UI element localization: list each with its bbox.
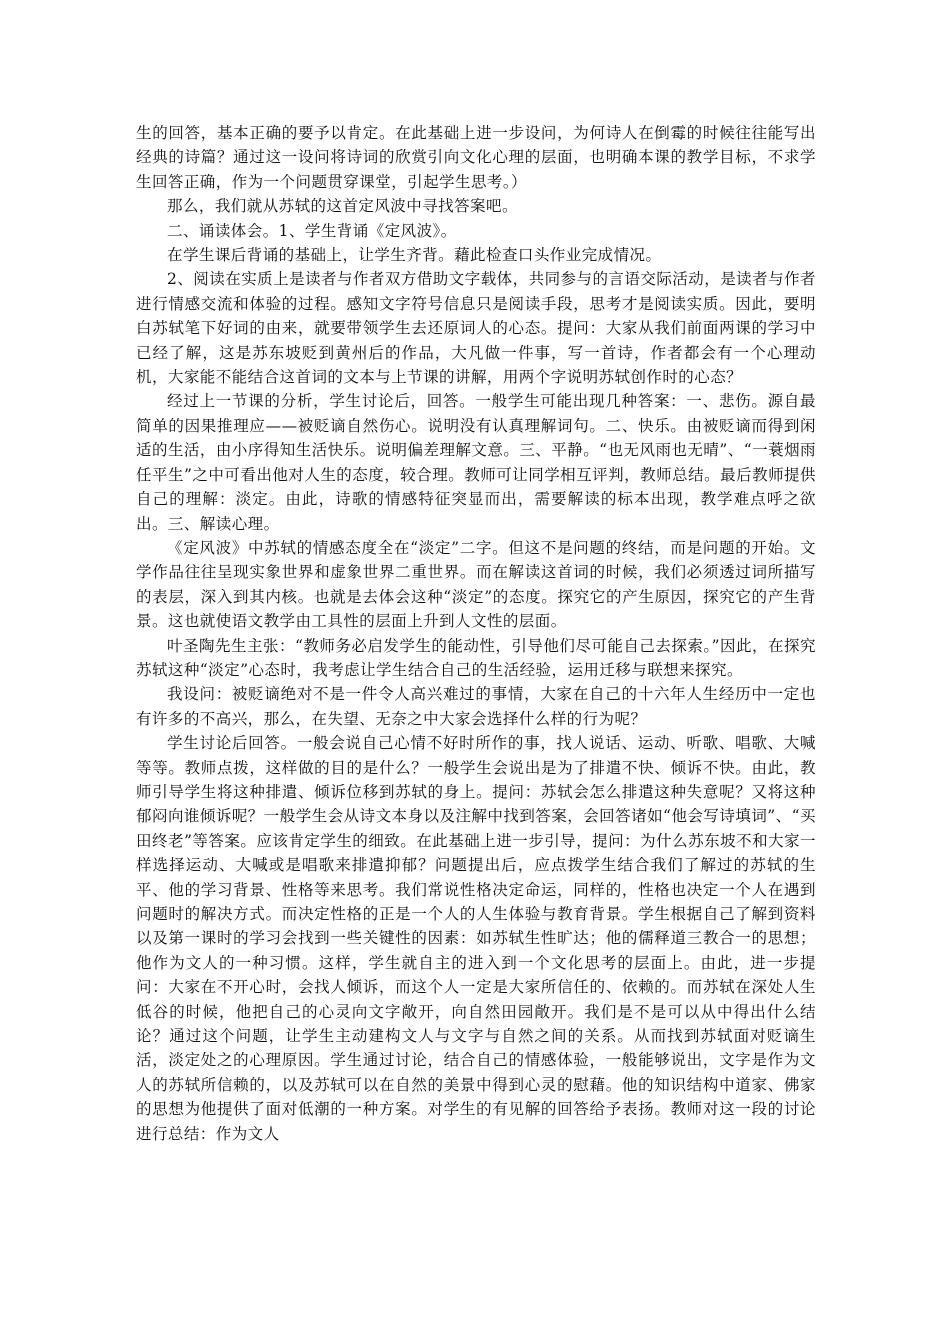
document-body bbox=[136, 121, 816, 1146]
paragraph-6: 经过上一节课的分析，学生讨论后，回答。一般学生可能出现几种答案：一、悲伤。源自最简单的因果推理应——被贬谪自然伤心。说明没有认真理解词句。二、快乐。由被贬谪而得到闲适的生活，由小序得知生活快乐。说明偏差理解文意。三、平静。“也无风雨也无晴”、“一蓑烟雨任平生”之中可看出他对人生的态度，较合理。教师可让同学相互评判，教师总结。最后教师提供自己的理解：淡定。由此，诗歌的情感特征突显而出，需要解读的标本出现，教学难点呼之欲出。三、解读心理。 bbox=[136, 392, 816, 533]
paragraph-4: 在学生课后背诵的基础上，让学生齐背。藉此检查口头作业完成情况。 bbox=[167, 246, 662, 265]
paragraph-1: 生的回答，基本正确的要予以肯定。在此基础上进一步设问，为何诗人在倒霉的时候往往能写出经典的诗篇？通过这一设问将诗词的欣赏引向文化心理的层面，也明确本课的教学目标，不求学生回答正确，作为一个问题贯穿课堂，引起学生思考。） bbox=[136, 124, 816, 191]
paragraph-3: 二、诵读体会。1、学生背诵《定风波》。 bbox=[167, 221, 457, 240]
paragraph-2: 那么，我们就从苏轼的这首定风波中寻找答案吧。 bbox=[167, 197, 518, 216]
paragraph-10: 学生讨论后回答。一般会说自己心情不好时所作的事，找人说话、运动、听歌、唱歌、大喊等等。教师点拨，这样做的目的是什么？一般学生会说出是为了排遣不快、倾诉不快。由此，教师引导学生将这种排遣、倾诉位移到苏轼的身上。提问：苏轼会怎么排遣这种失意呢？又将这种郁闷向谁倾诉呢？一般学生会从诗文本身以及注解中找到答案，会回答诸如“他会写诗填词”、“买田终老”等答案。应该肯定学生的细致。在此基础上进一步引导，提问：为什么苏东坡不和大家一样选择运动、大喊或是唱歌来排遣抑郁？问题提出后，应点拨学生结合我们了解过的苏轼的生平、他的学习背景、性格等来思考。我们常说性格决定命运，同样的，性格也决定一个人在遇到问题时的解决方式。而决定性格的正是一个人的人生体验与教育背景。学生根据自己了解到资料以及第一课时的学习会找到一些关键性的因素：如苏轼生性旷达；他的儒释道三教合一的思想；他作为文人的一种习惯。这样，学生就自主的进入到一个文化思考的层面上。由此，进一步提问：大家在不开心时，会找人倾诉，而这个人一定是大家所信任的、依赖的。而苏轼在深处人生低谷的时候，他把自己的心灵向文字敞开，向自然田园敞开。我们是不是可以从中得出什么结论？通过这个问题，让学生主动建构文人与文字与自然之间的关系。从而找到苏轼面对贬谪生活，淡定处之的心理原因。学生通过讨论，结合自己的情感体验，一般能够说出，文字是作为文人的苏轼所信赖的，以及苏轼可以在自然的美景中得到心灵的慰藉。他的知识结构中道家、佛家的思想为他提供了面对低潮的一种方案。对学生的有见解的回答给予表扬。教师对这一段的讨论进行总结：作为文人 bbox=[136, 734, 816, 1143]
paragraph-9: 我设问：被贬谪绝对不是一件令人高兴难过的事情，大家在自己的十六年人生经历中一定也有许多的不高兴，那么，在失望、无奈之中大家会选择什么样的行为呢？ bbox=[136, 685, 816, 728]
paragraph-7: 《定风波》中苏轼的情感态度全在“淡定”二字。但这不是问题的终结，而是问题的开始。文学作品往往呈现实象世界和虚象世界二重世界。而在解读这首词的时候，我们必须透过词所描写的表层，深入到其内核。也就是去体会这种“淡定”的态度。探究它的产生原因，探究它的产生背景。这也就使语文教学由工具性的层面上升到人文性的层面。 bbox=[136, 538, 816, 631]
paragraph-5: 2、阅读在实质上是读者与作者双方借助文字载体，共同参与的言语交际活动，是读者与作者进行情感交流和体验的过程。感知文字符号信息只是阅读手段，思考才是阅读实质。因此，要明白苏轼笔下好词的由来，就要带领学生去还原词人的心态。提问：大家从我们前面两课的学习中已经了解，这是苏东坡贬到黄州后的作品，大凡做一件事，写一首诗，作者都会有一个心理动机，大家能不能结合这首词的文本与上节课的讲解，用两个字说明苏轼创作时的心态？ bbox=[136, 270, 816, 387]
paragraph-8: 叶圣陶先生主张：“教师务必启发学生的能动性，引导他们尽可能自己去探索。”因此，在探究苏轼这种“淡定”心态时，我考虑让学生结合自己的生活经验，运用迁移与联想来探究。 bbox=[136, 636, 816, 679]
